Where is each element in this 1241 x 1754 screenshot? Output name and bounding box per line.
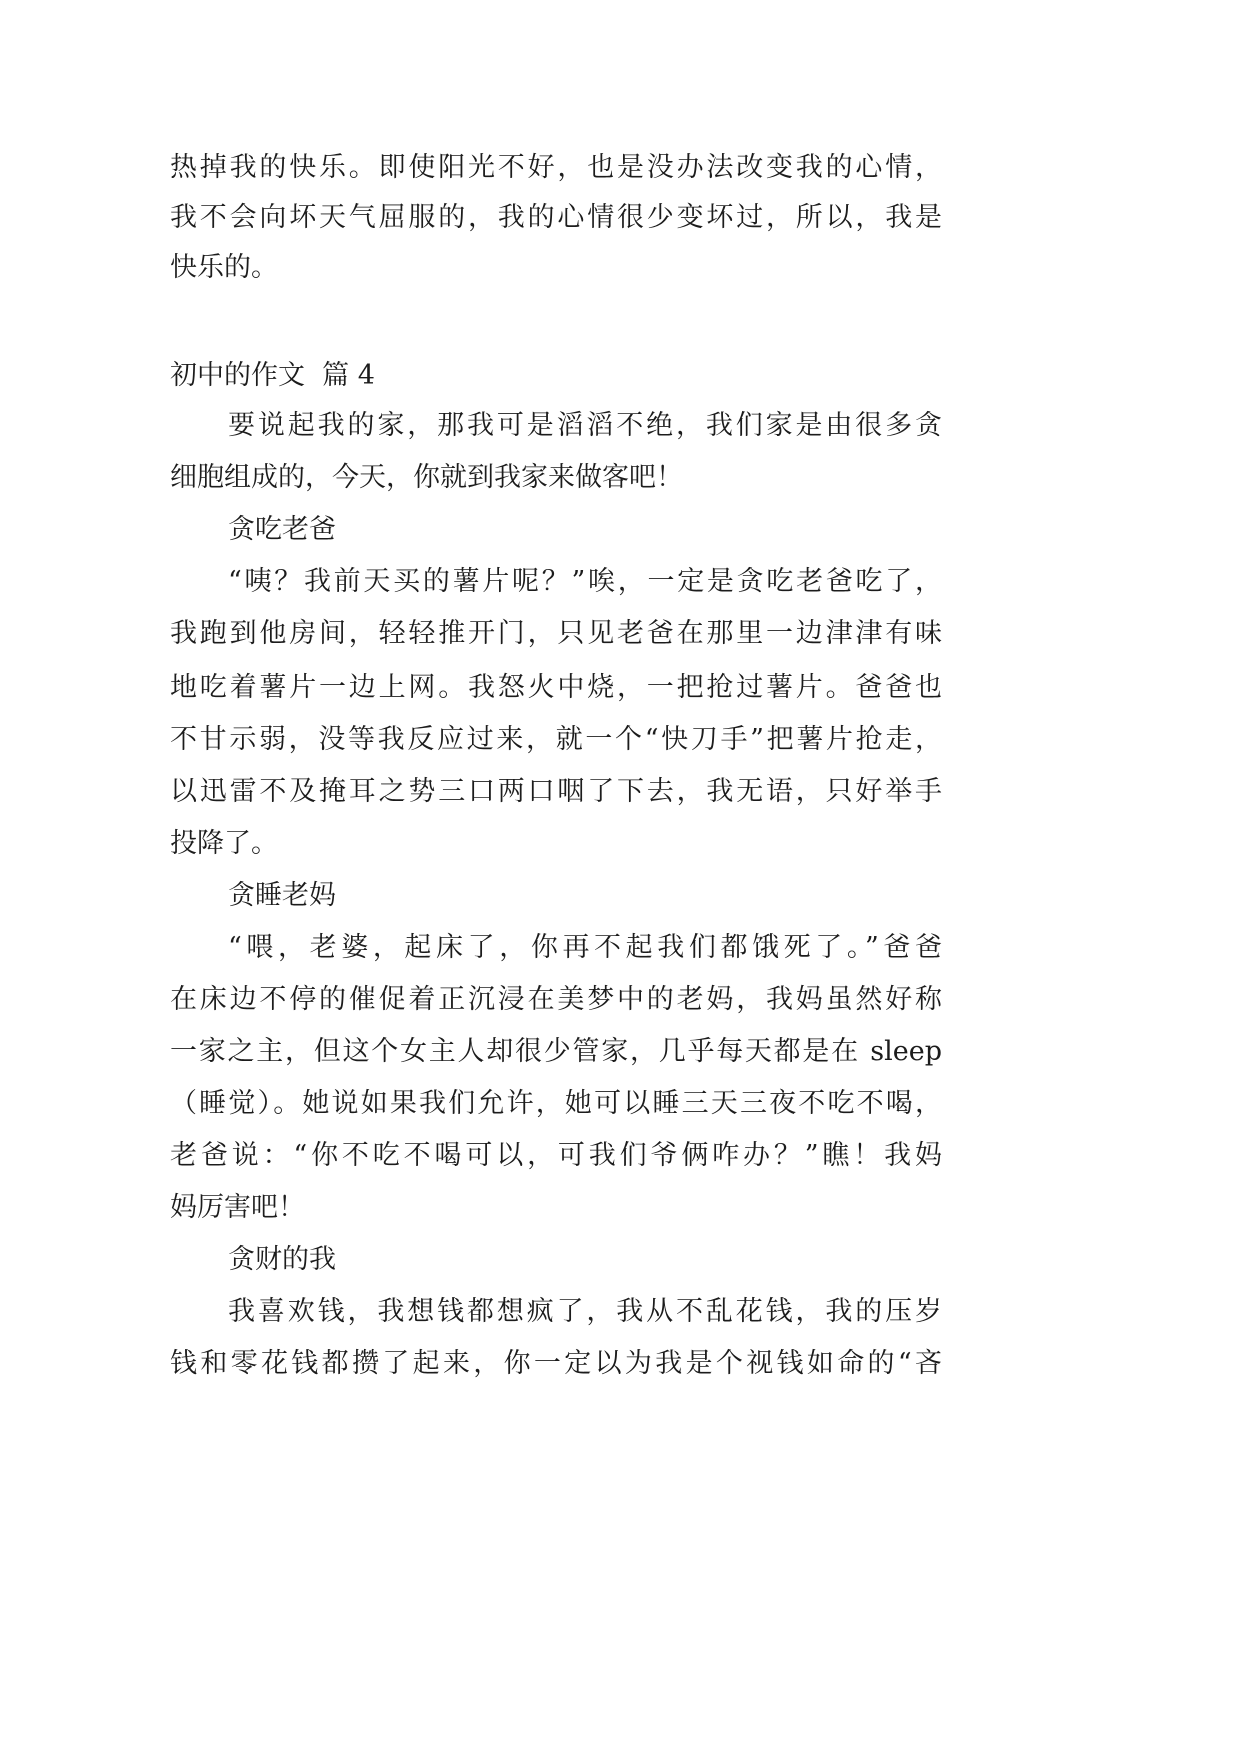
text-line: “喂，老婆，起床了，你再不起我们都饿死了。”爸爸 [228,932,942,963]
text-line: “咦？我前天买的薯片呢？”唉，一定是贪吃老爸吃了， [228,566,942,597]
text-line: 我跑到他房间，轻轻推开门，只见老爸在那里一边津津有味 [170,618,942,649]
text-line: 老爸说：“你不吃不喝可以，可我们爷俩咋办？”瞧！我妈 [170,1140,942,1171]
text-line: 一家之主，但这个女主人却很少管家，几乎每天都是在 sleep [170,1036,942,1067]
subheading: 贪吃老爸 [228,514,336,545]
text-line: 快乐的。 [170,252,278,283]
text-line: 我喜欢钱，我想钱都想疯了，我从不乱花钱，我的压岁 [228,1296,942,1327]
text-line: 在床边不停的催促着正沉浸在美梦中的老妈，我妈虽然好称 [170,984,942,1015]
text-line: 投降了。 [170,828,278,859]
text-line: 地吃着薯片一边上网。我怒火中烧，一把抢过薯片。爸爸也 [170,672,942,703]
text-line: 不甘示弱，没等我反应过来，就一个“快刀手”把薯片抢走， [170,724,942,755]
text-line: 以迅雷不及掩耳之势三口两口咽了下去，我无语，只好举手 [170,776,942,807]
text-line: 要说起我的家，那我可是滔滔不绝，我们家是由很多贪 [228,410,942,441]
text-line: 细胞组成的，今天，你就到我家来做客吧！ [170,462,683,493]
text-line: （睡觉）。她说如果我们允许，她可以睡三天三夜不吃不喝， [170,1088,942,1119]
text-line: 我不会向坏天气屈服的，我的心情很少变坏过，所以，我是 [170,202,942,233]
text-line: 钱和零花钱都攒了起来，你一定以为我是个视钱如命的“吝 [170,1348,942,1379]
text-line: 热掉我的快乐。即使阳光不好，也是没办法改变我的心情， [170,152,942,183]
section-heading: 初中的作文 篇 4 [170,360,375,391]
subheading: 贪财的我 [228,1244,336,1275]
subheading: 贪睡老妈 [228,880,336,911]
text-line: 妈厉害吧！ [170,1192,305,1223]
